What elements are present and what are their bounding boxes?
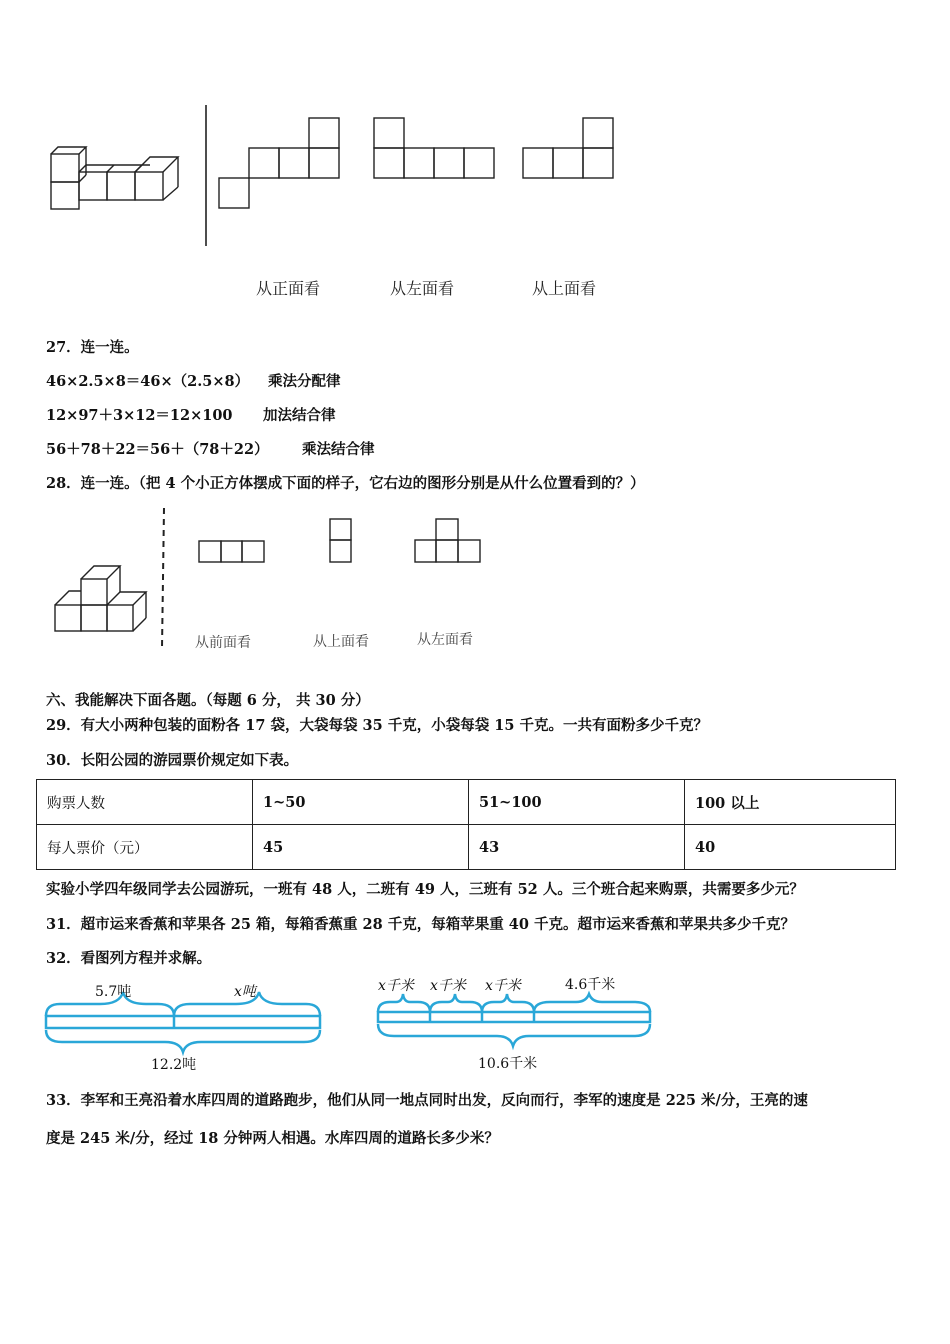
q32-d1-top-right: x吨 [234,984,256,1000]
q32-d2-seg-4: 4.6千米 [565,977,616,993]
view-label-top: 从上面看 [532,279,597,298]
q32-d2-bottom: 10.6千米 [478,1056,538,1072]
q27-law-2: 加法结合律 [263,407,336,424]
q27-expr-3: 56＋78＋22＝56＋（78＋22） [46,441,269,458]
table-row [37,780,896,825]
table-cell: 购票人数 [37,780,253,825]
figure1-cubes [0,0,950,260]
table-row [37,825,896,870]
table-cell: 43 [469,825,685,870]
fig2-label-front: 从前面看 [195,635,251,651]
q32-title: 32．看图列方程并求解。 [46,950,212,967]
table-cell: 100 以上 [685,780,896,825]
q29-text: 29．有大小两种包装的面粉各 17 袋，大袋每袋 35 千克，小袋每袋 15 千克。一共有面粉多少千克？ [46,717,708,734]
figure2-cubes [0,500,950,680]
q32-diagram-2 [372,990,672,1060]
fig2-label-top: 从上面看 [313,634,369,650]
table-cell: 1~50 [253,780,469,825]
q33-line-2: 度是 245 米/分，经过 18 分钟两人相遇。水库四周的道路长多少米？ [46,1130,499,1147]
fig2-label-left: 从左面看 [417,632,473,648]
table-cell: 45 [253,825,469,870]
q31-text: 31．超市运来香蕉和苹果各 25 箱，每箱香蕉重 28 千克，每箱苹果重 40 千克。超市运来香蕉和苹果共多少千克？ [46,916,795,933]
q27-title: 27．连一连。 [46,339,139,356]
q30-title: 30．长阳公园的游园票价规定如下表。 [46,752,299,769]
q32-d2-seg-1: x千米 [378,978,414,994]
view-label-left: 从左面看 [390,279,455,298]
q33-line-1: 33．李军和王亮沿着水库四周的道路跑步，他们从同一地点同时出发，反向而行，李军的速度是 225 米/分，王亮的速 [46,1092,808,1109]
q30-question: 实验小学四年级同学去公园游玩，一班有 48 人，二班有 49 人，三班有 52 人。三个班合起来购票，共需要多少元？ [46,881,804,898]
q27-law-1: 乘法分配律 [268,373,341,390]
q27-expr-1: 46×2.5×8＝46×（2.5×8） [46,373,250,390]
table-cell: 40 [685,825,896,870]
q27-expr-2: 12×97＋3×12＝12×100 [46,407,233,424]
table-cell: 每人票价（元） [37,825,253,870]
section6-title: 六、我能解决下面各题。（每题 6 分， 共 30 分） [46,692,370,709]
view-label-front: 从正面看 [256,279,321,298]
ticket-price-table [36,779,896,870]
q32-d2-seg-2: x千米 [430,978,466,994]
q32-d1-top-left: 5.7吨 [95,984,132,1000]
q32-d1-bottom: 12.2吨 [151,1057,197,1073]
q28-title: 28．连一连。（把 4 个小正方体摆成下面的样子，它右边的图形分别是从什么位置看到的？） [46,475,645,492]
table-cell: 51~100 [469,780,685,825]
q32-d2-seg-3: x千米 [485,978,521,994]
q27-law-3: 乘法结合律 [302,441,375,458]
